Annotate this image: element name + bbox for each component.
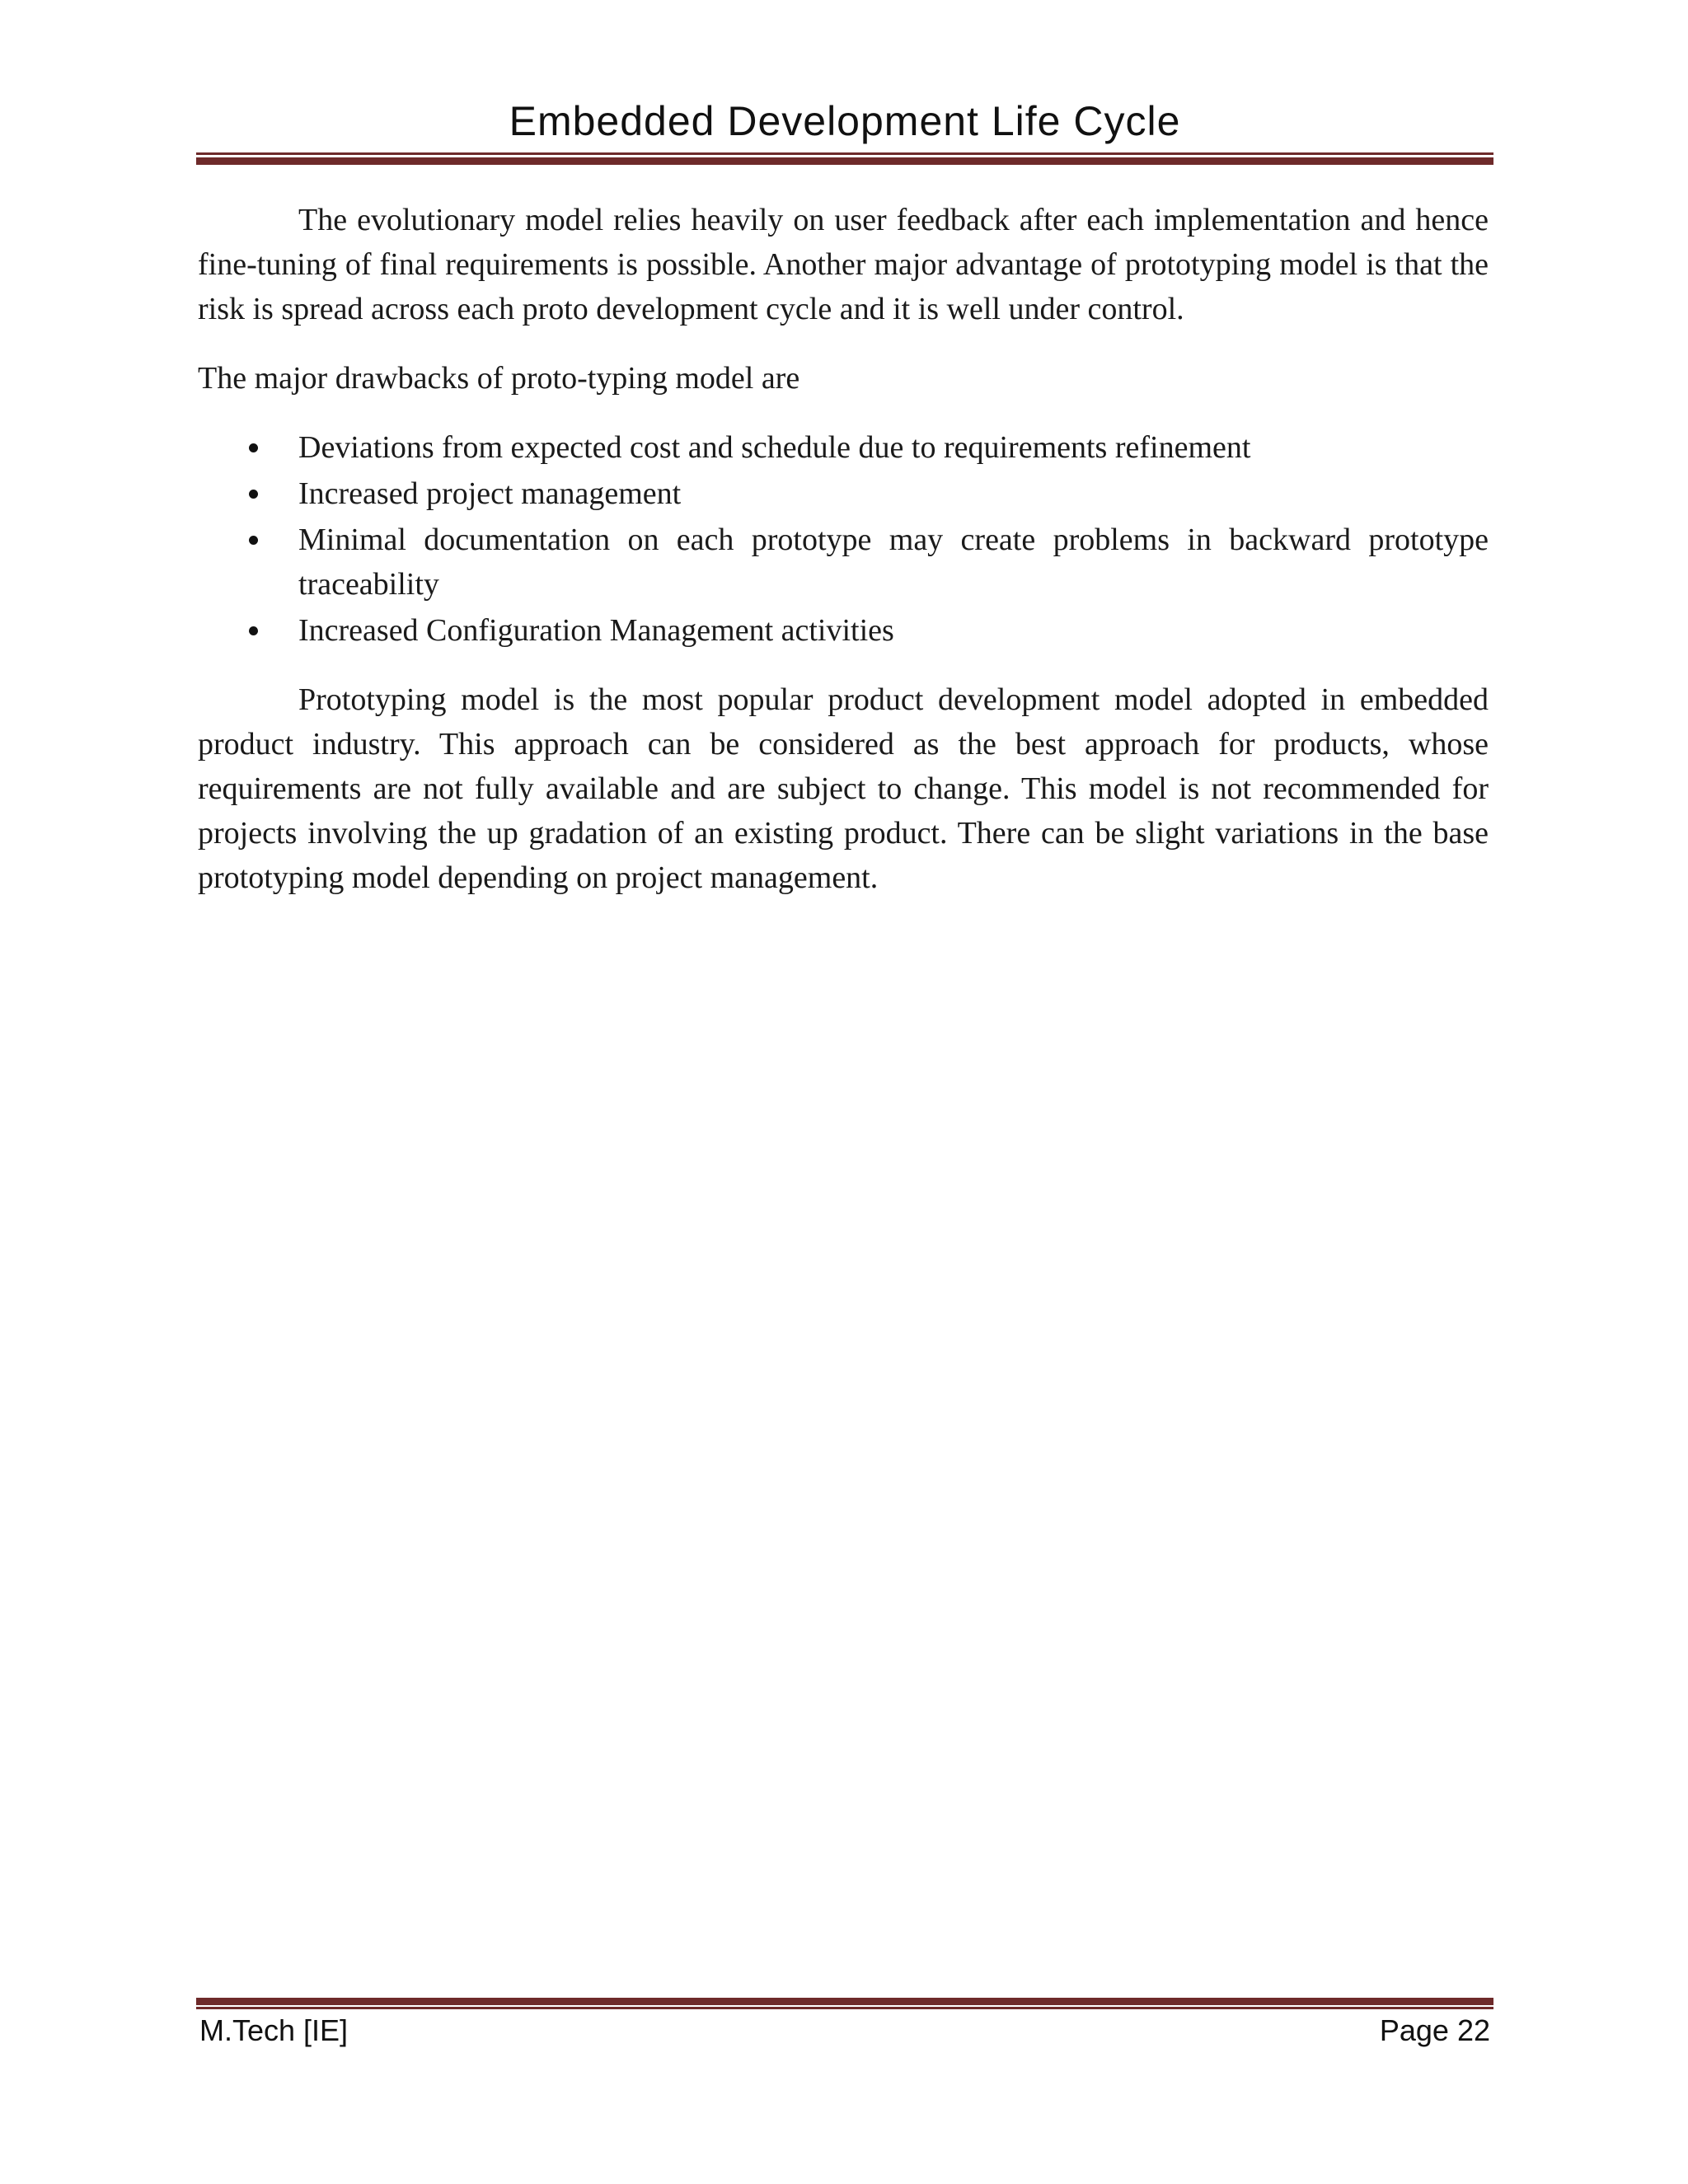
drawbacks-list — [198, 425, 1489, 653]
drawbacks-intro: The major drawbacks of proto-typing model are — [198, 361, 800, 396]
footer-rule-thick — [196, 1998, 1493, 2005]
header-rule-thick — [196, 157, 1493, 165]
list-item — [198, 425, 1489, 470]
bullet-icon — [249, 626, 258, 635]
footer-page-number: Page 22 — [1379, 2013, 1490, 2047]
list-item-text: Minimal documentation on each prototype may create problems in backward prototype traceability — [298, 523, 1489, 602]
list-item — [198, 608, 1489, 653]
list-item — [198, 518, 1489, 607]
bullet-icon — [249, 443, 258, 452]
list-item — [198, 471, 1489, 516]
list-item-text: Increased project management — [298, 476, 682, 511]
header-rule-thin — [196, 152, 1493, 155]
paragraph-prototyping-model: Prototyping model is the most popular product development model adopted in embedded product industry. This approach can be considered as the best approach for products, whose requirements are not fully available and are subject to change. This model is not recommended for projects involving the up gradation of an existing product. There can be slight variations in the base prototyping model depending on project management. — [198, 682, 1489, 895]
bullet-icon — [249, 536, 258, 545]
list-item-text: Increased Configuration Management activities — [298, 613, 894, 648]
bullet-icon — [249, 490, 258, 499]
page-header-title: Embedded Development Life Cycle — [509, 98, 1181, 144]
footer-rule-thin — [196, 2007, 1493, 2009]
list-item-text: Deviations from expected cost and schedule due to requirements refinement — [298, 430, 1251, 465]
footer-course-label: M.Tech [IE] — [199, 2013, 349, 2047]
paragraph-evolutionary-model: The evolutionary model relies heavily on user feedback after each implementation and hence fine-tuning of final requirements is possible. Another major advantage of prototyping model is that the risk is spread across each proto development cycle and it is well under control. — [198, 203, 1489, 326]
page-body — [198, 198, 1489, 900]
